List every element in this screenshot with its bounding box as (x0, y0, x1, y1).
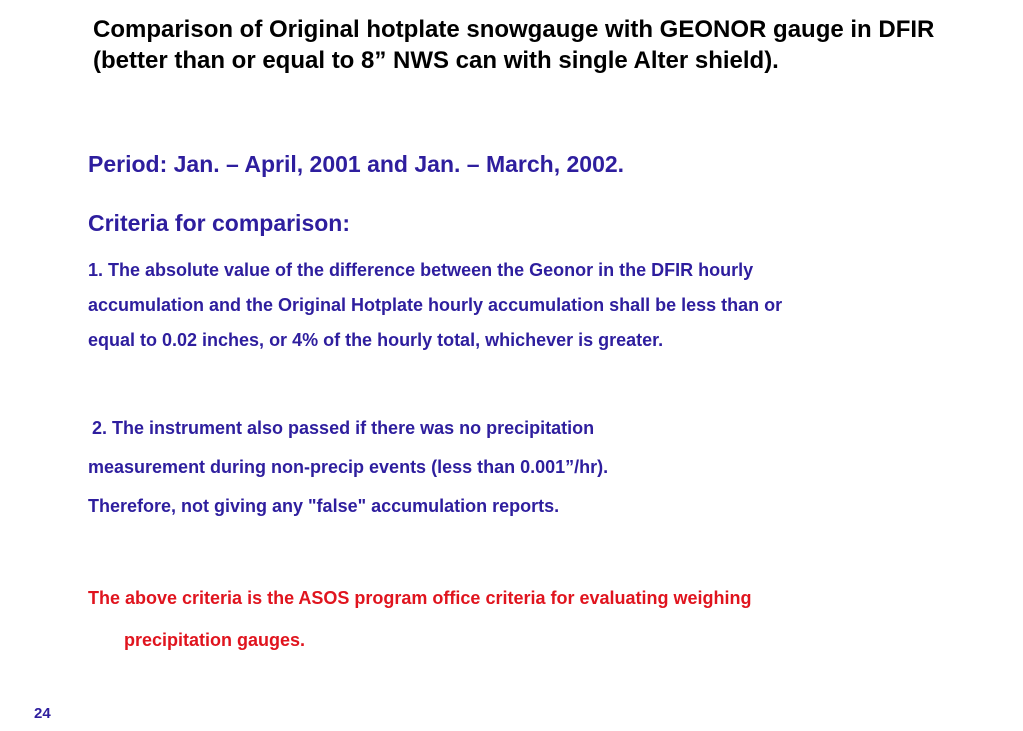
note-line-2: precipitation gauges. (124, 630, 306, 650)
page-number: 24 (34, 705, 51, 722)
criterion-1-line-2: accumulation and the Original Hotplate hourly accumulation shall be less than or (88, 295, 783, 315)
criterion-2-line-2: measurement during non-precip events (less than 0.001”/hr). (88, 457, 609, 477)
note-line-1: The above criteria is the ASOS program office criteria for evaluating weighing (88, 588, 752, 608)
period-text: Period: Jan. – April, 2001 and Jan. – March, 2002. (88, 151, 625, 177)
criterion-2-line-1: 2. The instrument also passed if there was no precipitation (92, 418, 595, 438)
criteria-heading: Criteria for comparison: (88, 210, 350, 236)
criterion-1-line-1: 1. The absolute value of the difference between the Geonor in the DFIR hourly (88, 260, 754, 280)
criterion-1 (88, 253, 782, 358)
criterion-2-line-3: Therefore, not giving any "false" accumulation reports. (88, 496, 560, 516)
criterion-1-line-3: equal to 0.02 inches, or 4% of the hourly total, whichever is greater. (88, 330, 664, 350)
criteria-source-note (88, 577, 752, 661)
criterion-2 (88, 409, 608, 526)
slide-title: Comparison of Original hotplate snowgauge with GEONOR gauge in DFIR (better than or equal to 8” NWS can with single Alter shield). (93, 16, 935, 74)
